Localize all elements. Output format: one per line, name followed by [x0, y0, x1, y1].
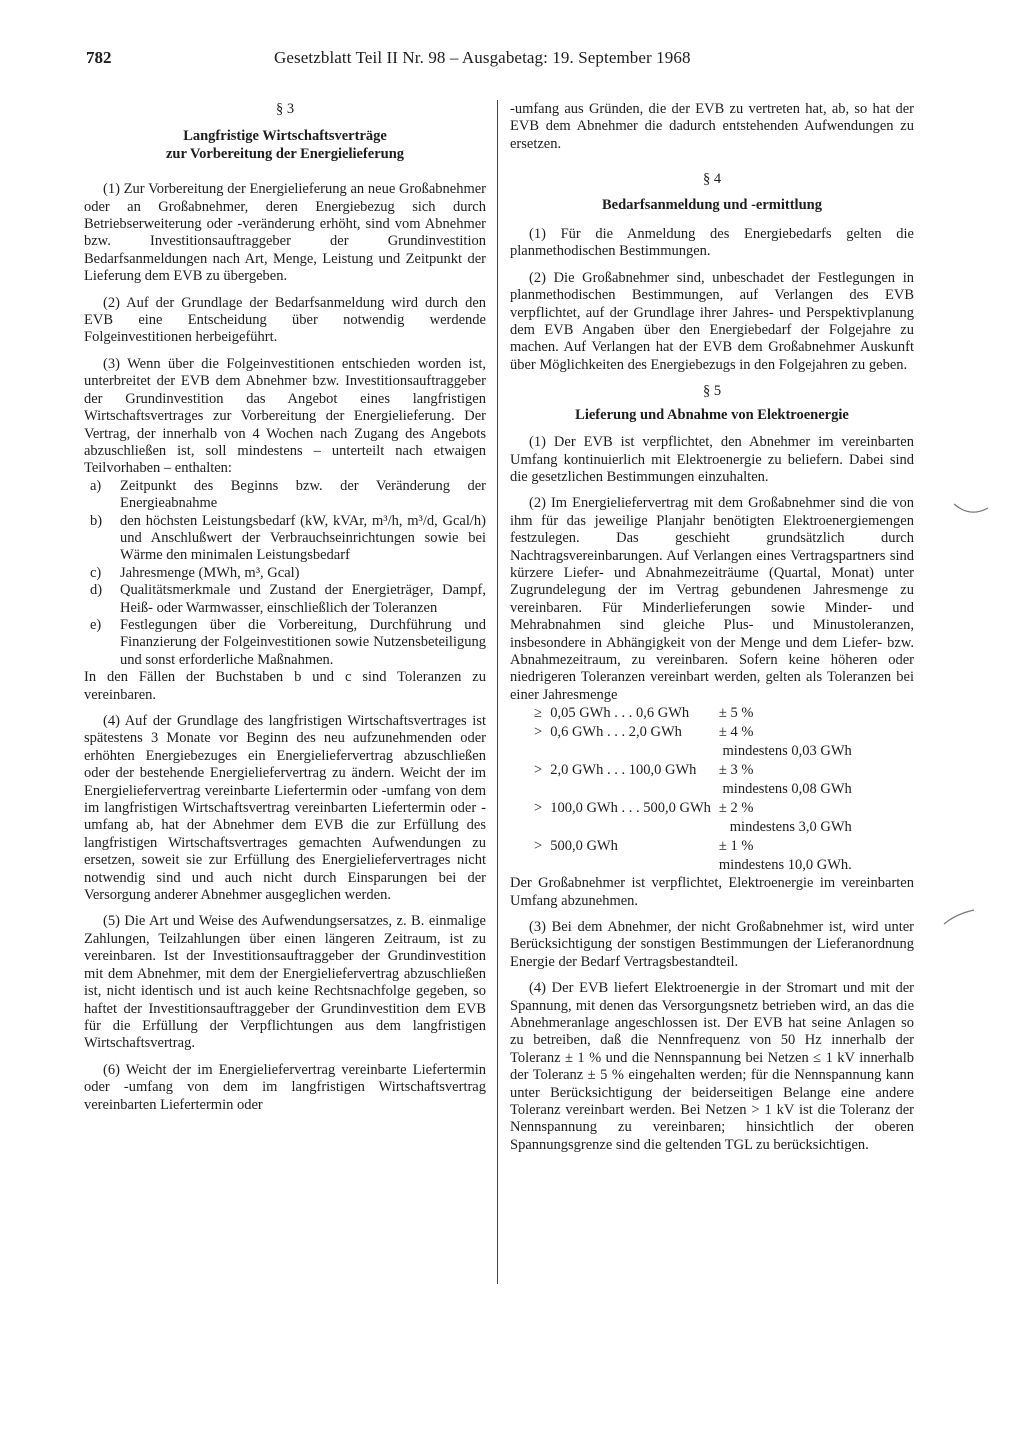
list-label: a) — [90, 477, 102, 494]
tolerance-percent: ± 1 % — [718, 837, 754, 854]
section-4-paragraph-2: (2) Die Großabnehmer sind, unbeschadet der Festlegungen in planmethodischen Bestimmungen, auf Verlangen des EVB verpflichtet, auf der Grundlage ihrer Jahres- und Perspektivplanung dem EVB Angaben über den Energiebedarf der Folgejahre zu machen. Auf Verlangen hat der EVB dem Großabnehmer Auskunft über Möglichkeiten des Energiebezugs in den Folgejahren zu geben. — [510, 269, 914, 373]
section-5-paragraph-4: (4) Der EVB liefert Elektroenergie in der Stromart und mit der Spannung, mit denen das Versorgungsnetz betrieben wird, an das die Abnehmeranlage angeschlossen ist. Der EVB hat seine Anlagen so zu betreiben, daß die Nennfrequenz von 50 Hz innerhalb der Toleranz ± 1 % und die Nennspannung bei Netzen ≤ 1 kV innerhalb der Toleranz ± 5 % eingehalten werden; für die Nennspannung kann unter Berücksichtigung der beiderseitigen Belange eine andere Toleranz vereinbart werden. Bei Netzen > 1 kV ist die Toleranz der Nennspannung zu vereinbaren; hinsichtlich der oberen Spannungsgrenze sind die geltenden TGL zu berücksichtigen. — [510, 980, 914, 1153]
tolerance-range: 0,05 GWh . . . 0,6 GWh — [550, 704, 690, 721]
tolerance-row — [530, 799, 856, 818]
tolerance-minimum-row — [530, 856, 856, 875]
header-title: Gesetzblatt Teil II Nr. 98 – Ausgabetag: 19. September 1968 — [274, 48, 691, 67]
tolerance-range: 500,0 GWh — [550, 837, 618, 854]
section-5-number: § 5 — [702, 383, 722, 400]
section-3-paragraph-6-continued: -umfang aus Gründen, die der EVB zu vertreten hat, ab, so hat der EVB dem Abnehmer die dadurch entstehenden Aufwendungen zu ersetzen. — [510, 101, 914, 152]
tolerance-row — [530, 723, 856, 742]
list-item-e — [84, 617, 486, 669]
tolerance-row — [530, 761, 856, 780]
tolerance-minimum: mindestens 3,0 GWh — [729, 818, 852, 835]
margin-mark — [940, 904, 980, 930]
section-3-paragraph-3-end: In den Fällen der Buchstaben b und c sind Toleranzen zu vereinbaren. — [84, 669, 486, 703]
section-5-paragraph-2-end: Der Großabnehmer ist verpflichtet, Elektroenergie im vereinbarten Umfang abzunehmen. — [510, 875, 914, 909]
section-3-title-line1: Langfristige Wirtschaftsverträge — [183, 128, 387, 145]
tolerance-table — [530, 704, 856, 875]
tolerance-range: 100,0 GWh . . . 500,0 GWh — [550, 799, 711, 816]
tolerance-range: 0,6 GWh . . . 2,0 GWh — [550, 723, 682, 740]
section-3-paragraph-2: (2) Auf der Grundlage der Bedarfsanmeldung wird durch den EVB eine Entscheidung über notwendig werdende Folgeinvestitionen herbeigeführt. — [84, 294, 486, 346]
tolerance-symbol: > — [534, 837, 543, 854]
list-text: den höchsten Leistungsbedarf (kW, kVAr, m³/h, m³/d, Gcal/h) und Anschlußwert der Verbrauchseinrichtungen sowie bei Wärme den minimalen Leistungsbedarf — [120, 512, 486, 564]
column-divider — [497, 100, 498, 1284]
section-3-paragraph-6: (6) Weicht der im Energieliefervertrag vereinbarte Liefertermin oder -umfang von dem im langfristigen Wirtschaftsvertrag vereinbarten Liefertermin oder — [84, 1061, 486, 1113]
tolerance-minimum: mindestens 0,03 GWh — [722, 742, 852, 759]
tolerance-percent: ± 2 % — [718, 799, 754, 816]
tolerance-minimum-row — [530, 742, 856, 761]
right-column — [510, 101, 914, 1154]
list-item-a — [84, 478, 486, 513]
tolerance-row — [530, 704, 856, 723]
list-item-c — [84, 565, 486, 582]
tolerance-symbol: > — [534, 799, 543, 816]
tolerance-row — [530, 837, 856, 856]
tolerance-percent: ± 5 % — [718, 704, 754, 721]
list-text: Festlegungen über die Vorbereitung, Durchführung und Finanzierung der Folgeinvestitionen sowie Nutzensbeteiligung und sonst erforderliche Maßnahmen. — [120, 616, 486, 668]
tolerance-minimum-row — [530, 780, 856, 799]
list-item-d — [84, 582, 486, 617]
section-5-title: Lieferung und Abnahme von Elektroenergie — [575, 406, 849, 423]
section-4-title: Bedarfsanmeldung und -ermittlung — [602, 196, 822, 213]
list-label: c) — [90, 564, 102, 581]
tolerance-symbol: > — [534, 761, 543, 778]
page-number: 782 — [86, 48, 112, 67]
section-5-paragraph-2: (2) Im Energieliefervertrag mit dem Großabnehmer sind die von ihm für das jeweilige Planjahr benötigten Elektroenergiemengen festzulegen. Das geschieht grundsätzlich durch Nachtragsvereinbarungen. Auf Verlangen eines Vertragspartners sind kürzere Liefer- und Abnahmezeiträume (Quartal, Monat) unter Zugrundelegung der im Vertrag gebundenen Jahresmenge zu vereinbaren. Für Minderlieferungen sowie Minder- und Mehrabnahmen sind gleiche Plus- und Minustoleranzen, insbesondere in Abhängigkeit von der Menge und dem Liefer- bzw. Abnahmezeitraum, zu vereinbaren. Sofern keine höheren oder niedrigeren Toleranzen vereinbart werden, gelten als Toleranzen bei einer Jahresmenge — [510, 495, 914, 703]
tolerance-percent: ± 4 % — [718, 723, 754, 740]
section-3-number: § 3 — [275, 101, 295, 117]
section-4-number: § 4 — [702, 171, 722, 188]
list-label: e) — [90, 616, 102, 633]
list-text: Zeitpunkt des Beginns bzw. der Veränderung der Energieabnahme — [120, 477, 486, 512]
tolerance-symbol: > — [534, 723, 543, 740]
section-5-paragraph-3: (3) Bei dem Abnehmer, der nicht Großabnehmer ist, wird unter Berücksichtigung der sonstigen Bestimmungen der Lieferanordnung Energie der Bedarf Vertragsbestandteil. — [510, 919, 914, 970]
section-3-title-line2: zur Vorbereitung der Energielieferung — [165, 145, 405, 162]
margin-mark — [952, 500, 992, 520]
list-label: b) — [90, 512, 103, 529]
tolerance-minimum: mindestens 10,0 GWh. — [718, 856, 852, 873]
tolerance-minimum: mindestens 0,08 GWh — [722, 780, 852, 797]
list-text: Qualitätsmerkmale und Zustand der Energieträger, Dampf, Heiß- oder Warmwasser, einschließlich der Toleranzen — [120, 582, 486, 616]
list-item-b — [84, 513, 486, 565]
list-text: Jahresmenge (MWh, m³, Gcal) — [120, 564, 300, 581]
tolerance-minimum-row — [530, 818, 856, 837]
section-4-paragraph-1: (1) Für die Anmeldung des Energiebedarfs gelten die planmethodischen Bestimmungen. — [510, 226, 914, 260]
tolerance-percent: ± 3 % — [718, 761, 754, 778]
section-3-paragraph-3: (3) Wenn über die Folgeinvestitionen entschieden worden ist, unterbreitet der EVB dem Abnehmer bzw. Investitionsauftraggeber der Grundinvestition das Angebot eines langfristigen Wirtschaftsvertrages zur Vorbereitung der Energielieferung. Der Vertrag, der innerhalb von 4 Wochen nach Zugang des Angebots abzuschließen ist, soll mindestens – unterteilt nach etwaigen Teilvorhaben – enthalten: — [84, 355, 486, 477]
left-column — [84, 101, 486, 1114]
tolerance-range: 2,0 GWh . . . 100,0 GWh — [550, 761, 697, 778]
section-3-paragraph-5: (5) Die Art und Weise des Aufwendungsersatzes, z. B. einmalige Zahlungen, Teilzahlungen über einen längeren Zeitraum, ist zu vereinbaren. Ist der Investitionsauftraggeber der Grundinvestition mit dem Abnehmer, mit dem der Energieliefervertrag abzuschließen ist, nicht identisch und ist auch keine Rechtsnachfolge gegeben, so haftet der Investitionsauftraggeber der Grundinvestition dem EVB für die Erfüllung der Verpflichtungen aus dem langfristigen Wirtschaftsvertrag. — [84, 913, 486, 1052]
section-3-paragraph-4: (4) Auf der Grundlage des langfristigen Wirtschaftsvertrages ist spätestens 3 Monate vor Beginn des neu aufzunehmenden oder erhöhten Energiebezuges ein Energieliefervertrag abzuschließen oder der bestehende Energieliefervertrag zu ändern. Weicht der im Energieliefervertrag vereinbarte Liefertermin oder -umfang von dem im langfristigen Wirtschaftsvertrag vereinbarten Liefertermin oder -umfang ab, hat der Abnehmer dem EVB die zur Erfüllung des langfristigen Wirtschaftsvertrages gemachten Aufwendungen zu ersetzen, soweit sie zur Erfüllung des Energieliefervertrages nicht notwendig sind und auch nicht durch Einsparungen bei der Versorgung anderer Abnehmer ausgeglichen werden. — [84, 713, 486, 904]
section-5-paragraph-1: (1) Der EVB ist verpflichtet, den Abnehmer im vereinbarten Umfang kontinuierlich mit Elektroenergie zu beliefern. Dabei sind die gesetzlichen Bestimmungen einzuhalten. — [510, 434, 914, 485]
section-3-paragraph-1: (1) Zur Vorbereitung der Energielieferung an neue Großabnehmer oder an Großabnehmer, deren Energiebezug sich durch Betriebserweiterung oder -veränderung erhöht, sind vom Abnehmer bzw. Investitionsauftraggeber der Grundinvestition Bedarfsanmeldungen nach Art, Menge, Leistung und Zeitpunkt der Lieferung dem EVB zu übergeben. — [84, 181, 486, 285]
tolerance-symbol: ≥ — [534, 704, 542, 721]
list-label: d) — [90, 582, 103, 599]
